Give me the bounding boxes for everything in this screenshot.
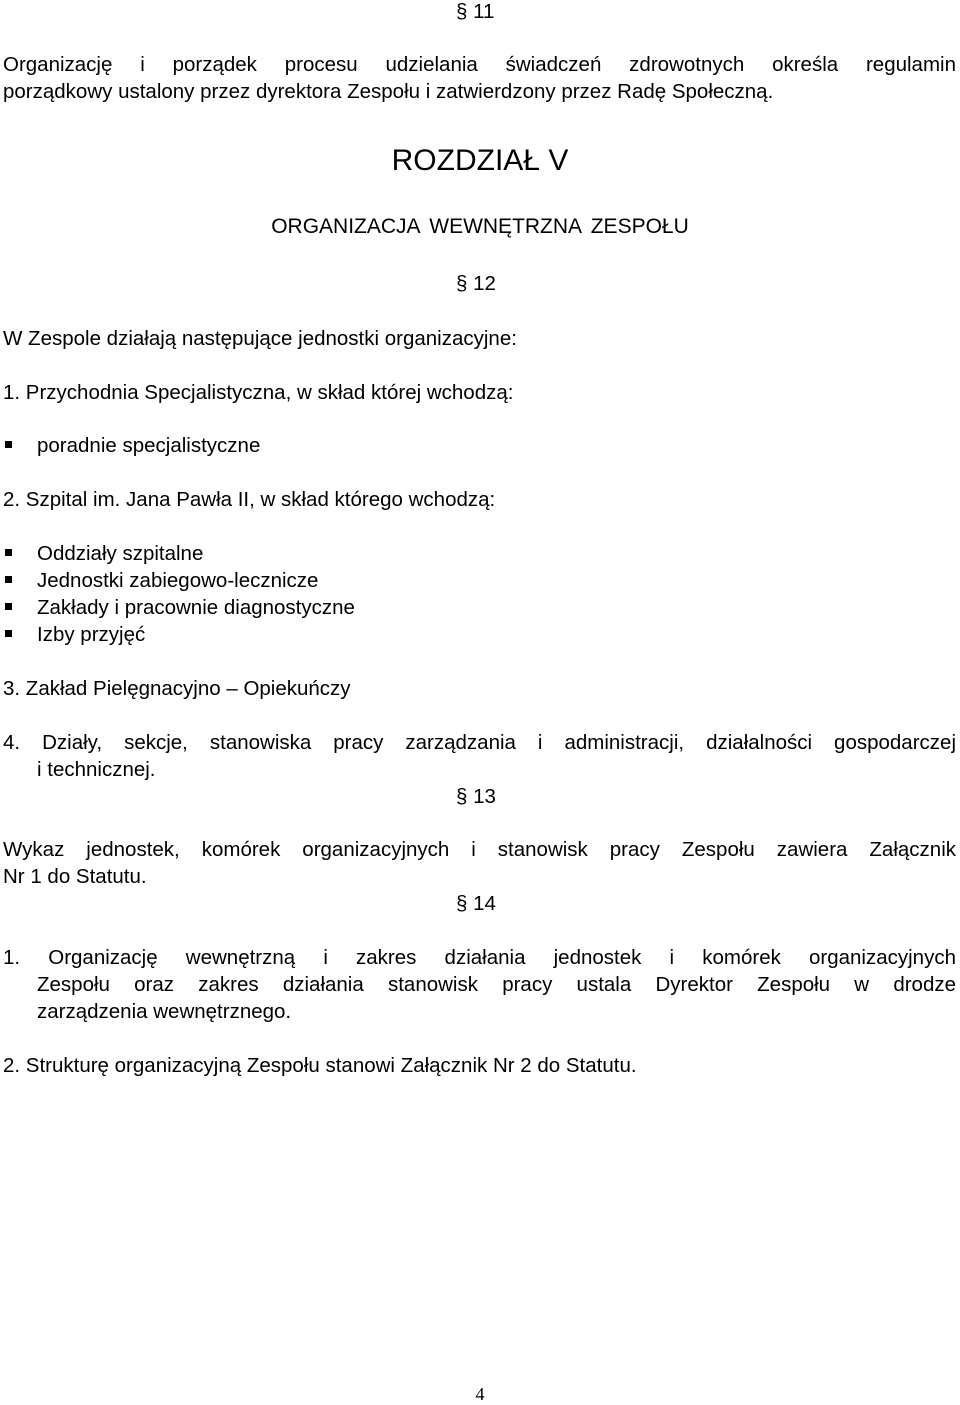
p12-intro: W Zespole działają następujące jednostki organizacyjne: — [3, 327, 517, 350]
p12-item-3: 3. Zakład Pielęgnacyjno – Opiekuńczy — [3, 677, 351, 700]
p12-item-2-bullet-4: Izby przyjęć — [37, 623, 146, 646]
p12-item-4-line-1: 4. Działy, sekcje, stanowiska pracy zarządzania i administracji, działalności gospodarczej — [3, 731, 956, 754]
p13-line-1: Wykaz jednostek, komórek organizacyjnych i stanowisk pracy Zespołu zawiera Załącznik — [3, 838, 956, 861]
p12-item-1-bullet-1: poradnie specjalistyczne — [37, 434, 261, 457]
bullet-icon — [5, 441, 12, 448]
p11-line-1: Organizację i porządek procesu udzielania świadczeń zdrowotnych określa regulamin — [3, 53, 956, 76]
section-14-heading: § 14 — [456, 892, 496, 915]
p12-item-2-bullet-2: Jednostki zabiegowo-lecznicze — [37, 569, 319, 592]
bullet-icon — [5, 603, 12, 610]
section-12-heading: § 12 — [456, 272, 496, 295]
p12-item-4-line-2: i technicznej. — [37, 758, 156, 781]
p12-item-2-bullet-3: Zakłady i pracownie diagnostyczne — [37, 596, 355, 619]
section-13-heading: § 13 — [456, 785, 496, 808]
p14-item-1-line-2: Zespołu oraz zakres działania stanowisk pracy ustala Dyrektor Zespołu w drodze — [37, 973, 956, 996]
p13-line-2: Nr 1 do Statutu. — [3, 865, 147, 888]
bullet-icon — [5, 549, 12, 556]
page-number: 4 — [475, 1384, 485, 1404]
p12-item-2-bullet-1: Oddziały szpitalne — [37, 542, 204, 565]
p14-item-1-line-1: 1. Organizację wewnętrzną i zakres działania jednostek i komórek organizacyjnych — [3, 946, 956, 969]
chapter-title: ROZDZIAŁ V — [391, 144, 569, 177]
p14-item-1-line-3: zarządzenia wewnętrznego. — [37, 1000, 292, 1023]
chapter-subtitle: ORGANIZACJA WEWNĘTRZNA ZESPOŁU — [271, 215, 689, 238]
bullet-icon — [5, 576, 12, 583]
p12-item-2: 2. Szpital im. Jana Pawła II, w skład którego wchodzą: — [3, 488, 496, 511]
bullet-icon — [5, 630, 12, 637]
p14-item-2: 2. Strukturę organizacyjną Zespołu stanowi Załącznik Nr 2 do Statutu. — [3, 1054, 637, 1077]
p12-item-1: 1. Przychodnia Specjalistyczna, w skład której wchodzą: — [3, 381, 514, 404]
section-11-heading: § 11 — [456, 0, 495, 23]
p11-line-2: porządkowy ustalony przez dyrektora Zespołu i zatwierdzony przez Radę Społeczną. — [3, 80, 774, 103]
